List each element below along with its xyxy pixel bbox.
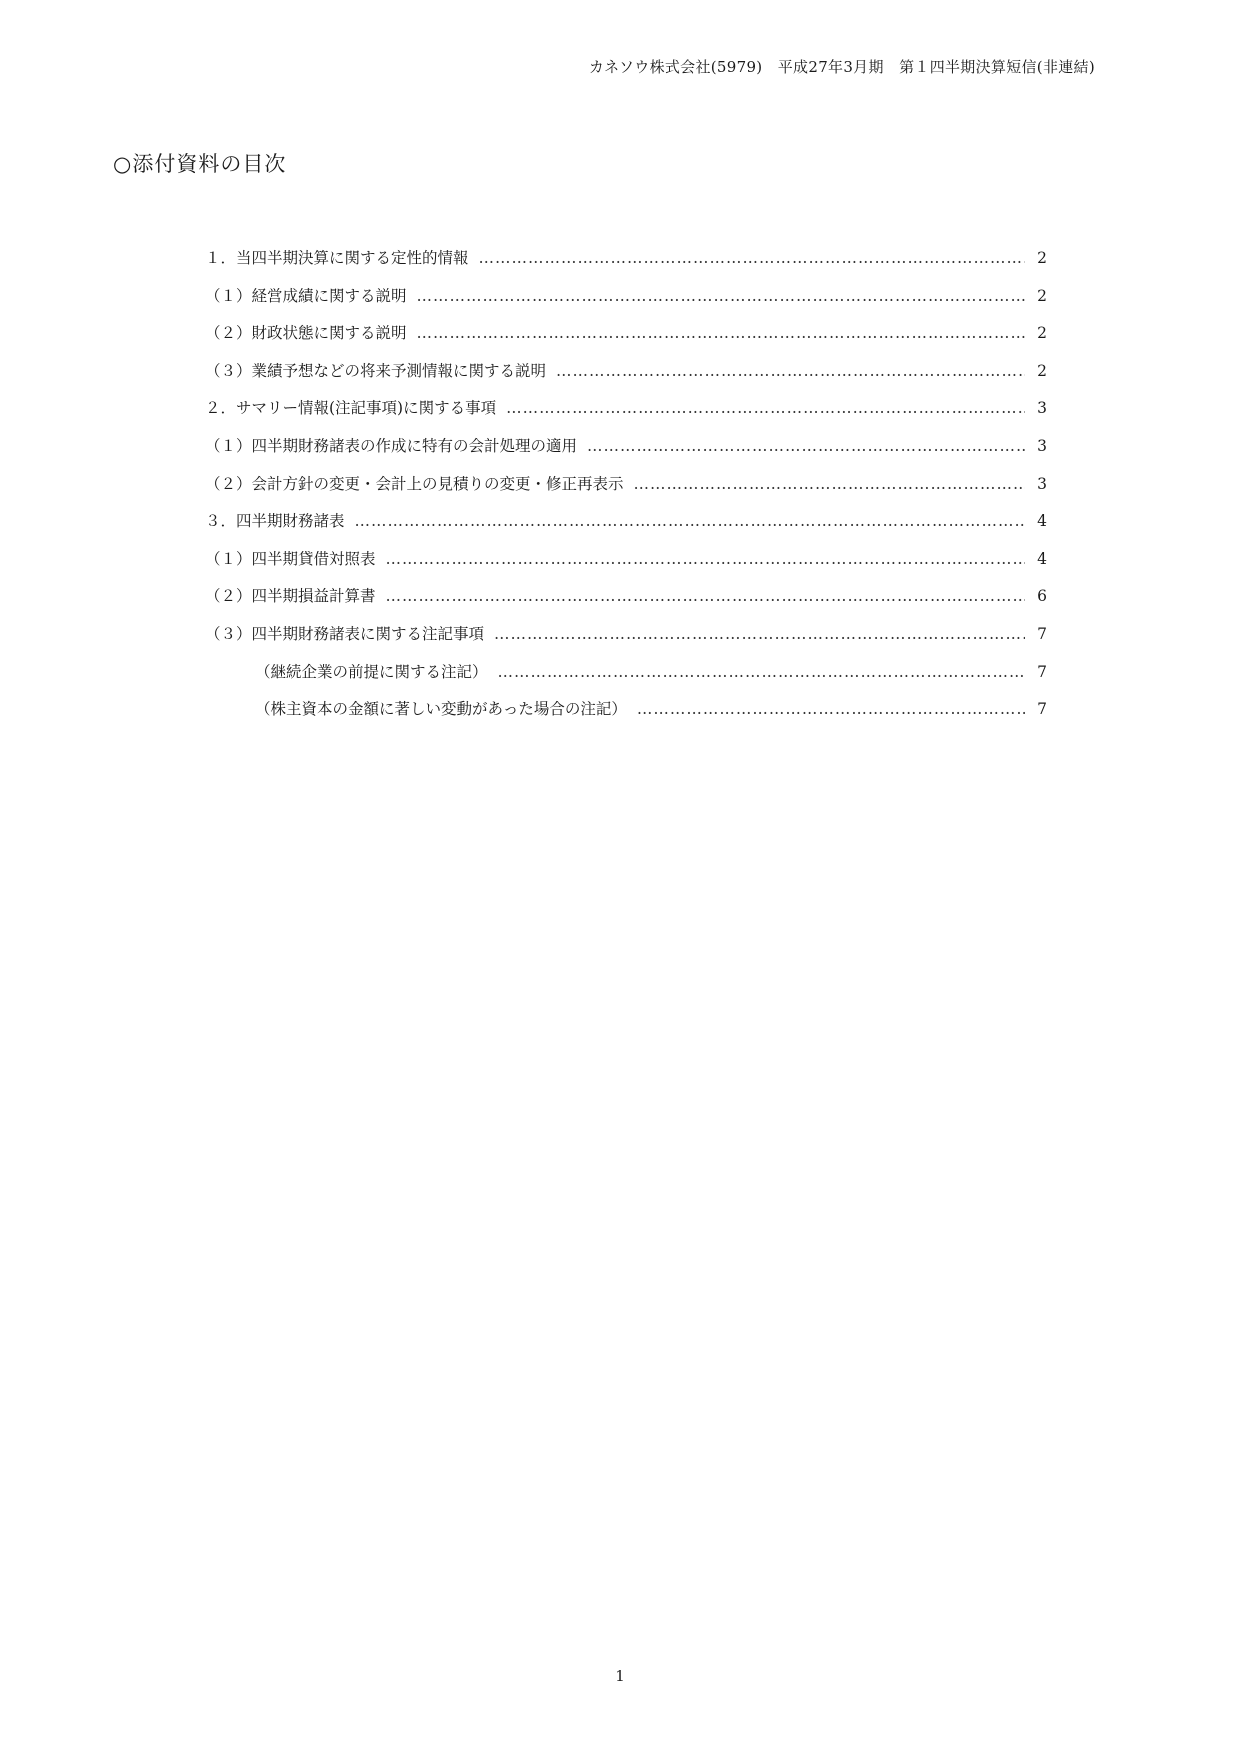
toc-entry-label: （継続企業の前提に関する注記） [255,662,488,681]
toc-entry-2-2[interactable] [205,472,1047,510]
toc-dot-leader [417,287,1025,306]
toc-entry-page: 4 [1037,512,1047,531]
toc-entry-3-3-b[interactable] [205,697,1047,735]
toc-entry-1-3[interactable] [205,359,1047,397]
table-of-contents [205,246,1047,735]
toc-dot-leader [386,550,1025,569]
toc-dot-leader [479,249,1025,268]
toc-entry-label: （１）四半期貸借対照表 [205,549,376,568]
toc-dot-leader [498,663,1025,682]
toc-entry-page: 3 [1037,399,1047,418]
toc-entry-1[interactable] [205,246,1047,284]
toc-entry-label: （２）財政状態に関する説明 [205,324,407,343]
toc-entry-1-2[interactable] [205,321,1047,359]
toc-dot-leader [634,475,1025,494]
toc-entry-page: 3 [1037,436,1047,455]
toc-dot-leader [637,700,1025,719]
toc-entry-page: 2 [1037,361,1047,380]
toc-entry-page: 2 [1037,286,1047,305]
toc-entry-label: １．当四半期決算に関する定性的情報 [205,249,469,267]
toc-entry-page: 6 [1037,587,1047,606]
toc-entry-page: 3 [1037,474,1047,493]
toc-entry-3-3-a[interactable] [205,660,1047,698]
toc-dot-leader [417,324,1025,343]
toc-entry-page: 2 [1037,324,1047,343]
toc-entry-label: （株主資本の金額に著しい変動があった場合の注記） [255,700,627,719]
toc-entry-label: （２）四半期損益計算書 [205,587,376,606]
toc-entry-3-3[interactable] [205,622,1047,660]
toc-entry-label: ３．四半期財務諸表 [205,512,345,531]
toc-entry-2-1[interactable] [205,434,1047,472]
toc-entry-label: （２）会計方針の変更・会計上の見積りの変更・修正再表示 [205,474,624,493]
toc-entry-3-1[interactable] [205,547,1047,585]
toc-entry-label: （３）業績予想などの将来予測情報に関する説明 [205,361,547,380]
toc-dot-leader [587,437,1025,456]
toc-dot-leader [494,625,1025,644]
toc-entry-page: 2 [1037,249,1047,267]
page-header: カネソウ株式会社(5979) 平成27年3月期 第１四半期決算短信(非連結) [588,58,1095,76]
toc-entry-label: （１）経営成績に関する説明 [205,286,407,305]
toc-entry-2[interactable] [205,396,1047,434]
toc-entry-page: 7 [1037,700,1047,719]
toc-entry-label: ２．サマリー情報(注記事項)に関する事項 [205,399,497,418]
toc-dot-leader [355,512,1025,531]
toc-dot-leader [386,587,1025,606]
toc-entry-3[interactable] [205,509,1047,547]
toc-entry-3-2[interactable] [205,584,1047,622]
toc-entry-page: 4 [1037,549,1047,568]
toc-entry-page: 7 [1037,662,1047,681]
toc-dot-leader [556,362,1025,381]
toc-entry-label: （３）四半期財務諸表に関する注記事項 [205,624,485,643]
page-title: ○添付資料の目次 [113,152,287,176]
toc-entry-page: 7 [1037,624,1047,643]
toc-dot-leader [506,399,1025,418]
page-number: 1 [615,1667,625,1685]
toc-entry-label: （１）四半期財務諸表の作成に特有の会計処理の適用 [205,436,578,455]
toc-entry-1-1[interactable] [205,284,1047,322]
